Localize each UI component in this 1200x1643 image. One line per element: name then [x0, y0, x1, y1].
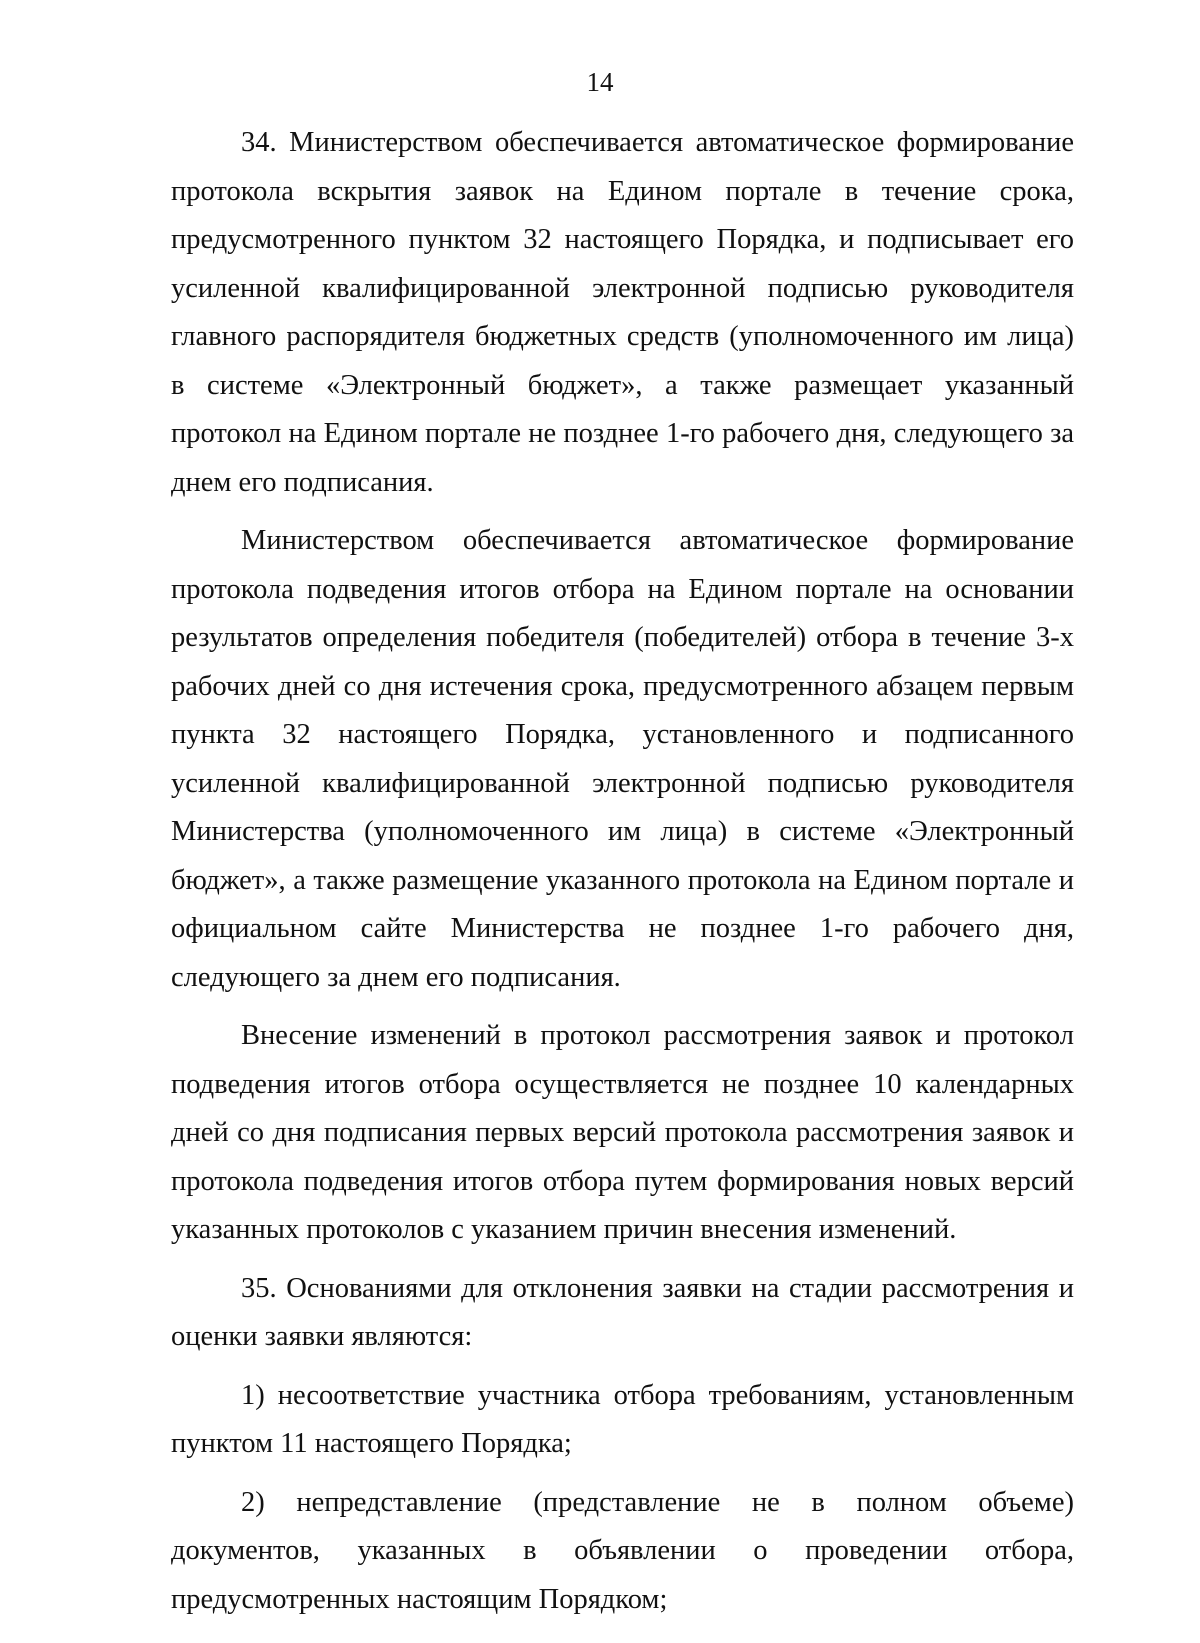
paragraph-35-item-2: 2) непредставление (представление не в полном объеме) документов, указанных в объявлении о проведении отбора, предусмотренных настоящим Порядком; — [171, 1486, 1074, 1615]
paragraph-34-protocol-changes: Внесение изменений в протокол рассмотрения заявок и протокол подведения итогов отбора осуществляется не позднее 10 календарных дней со дня подписания первых версий протокола рассмотрения заявок и протокола подведения итогов отбора путем формирования новых версий указанных протоколов с указанием причин внесения изменений. — [171, 1020, 1074, 1245]
paragraph-35-item-1: 1) несоответствие участника отбора требованиям, установленным пунктом 11 настоящего Порядка; — [171, 1379, 1074, 1459]
page-number: 14 — [586, 67, 614, 97]
document-body — [171, 119, 1074, 1624]
paragraph-35: 35. Основаниями для отклонения заявки на стадии рассмотрения и оценки заявки являются: — [171, 1272, 1074, 1352]
paragraph-34-protocol-results: Министерством обеспечивается автоматическое формирование протокола подведения итогов отбора на Едином портале на основании результатов определения победителя (победителей) отбора в течение 3-х рабочих дней со дня истечения срока, предусмотренного абзацем первым пункта 32 настоящего Порядка, установленного и подписанного усиленной квалифицированной электронной подписью руководителя Министерства (уполномоченного им лица) в системе «Электронный бюджет», а также размещение указанного протокола на Едином портале и официальном сайте Министерства не позднее 1-го рабочего дня, следующего за днем его подписания. — [171, 525, 1074, 993]
paragraph-34: 34. Министерством обеспечивается автоматическое формирование протокола вскрытия заявок на Едином портале в течение срока, предусмотренного пунктом 32 настоящего Порядка, и подписывает его усиленной квалифицированной электронной подписью руководителя главного распорядителя бюджетных средств (уполномоченного им лица) в системе «Электронный бюджет», а также размещает указанный протокол на Едином портале не позднее 1-го рабочего дня, следующего за днем его подписания. — [171, 127, 1074, 498]
